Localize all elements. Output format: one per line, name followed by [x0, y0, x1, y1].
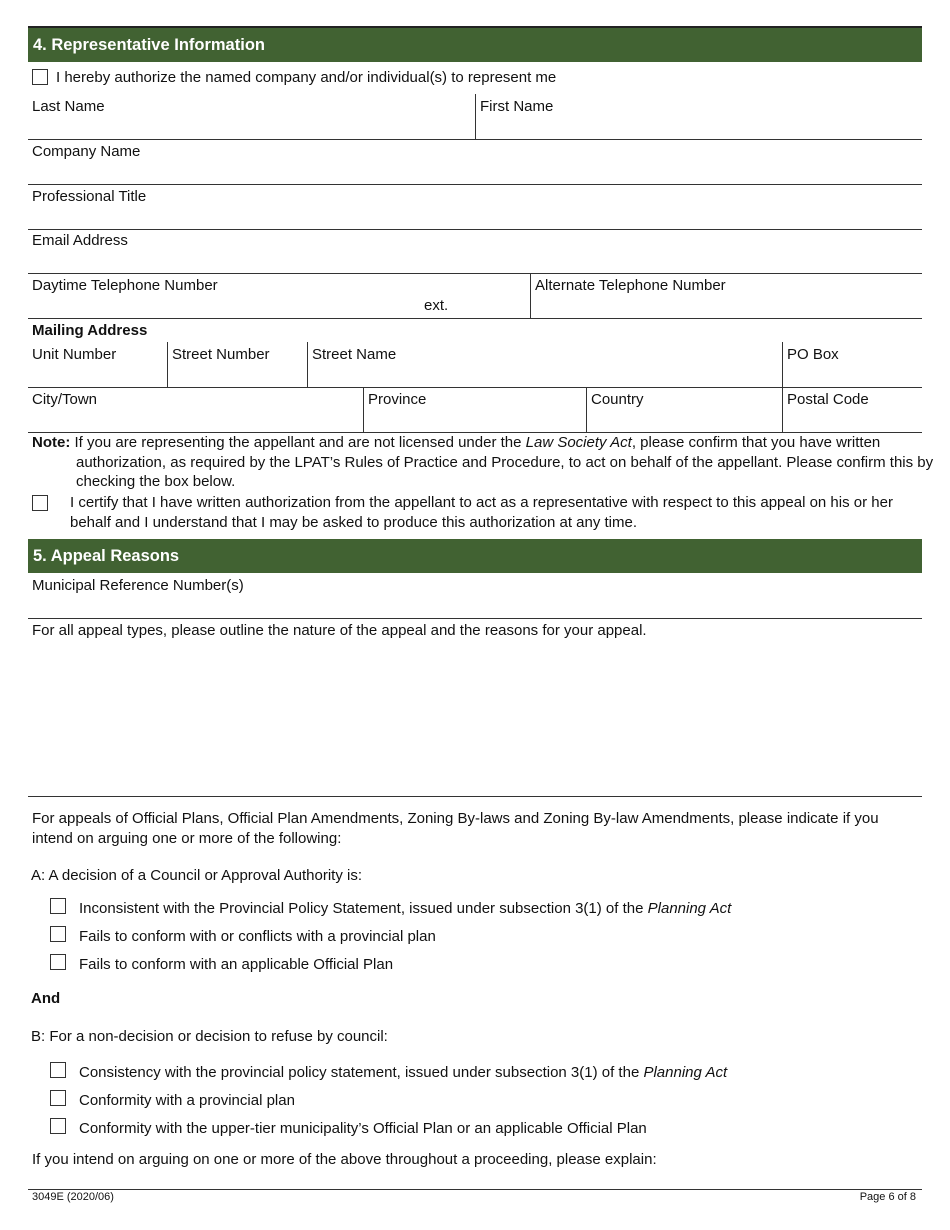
street-name-label: Street Name: [312, 346, 397, 363]
street-number-label: Street Number: [172, 346, 270, 363]
daytime-phone-label: Daytime Telephone Number: [32, 277, 218, 294]
municipal-ref-field[interactable]: [28, 596, 922, 618]
alt-phone-field[interactable]: [531, 295, 922, 317]
authorize-label: I hereby authorize the named company and/or individual(s) to represent me: [56, 69, 557, 86]
street-name-field[interactable]: [308, 364, 781, 386]
outline-label: For all appeal types, please outline the nature of the appeal and the reasons for your appeal.: [32, 622, 647, 639]
city-label: City/Town: [32, 391, 98, 408]
daytime-phone-field[interactable]: [28, 295, 418, 317]
ext-label: ext.: [424, 297, 449, 314]
professional-title-label: Professional Title: [32, 188, 147, 205]
company-name-label: Company Name: [32, 143, 141, 160]
postal-code-field[interactable]: [783, 409, 922, 431]
section-5-header: 5. Appeal Reasons: [28, 539, 922, 573]
a-option-3-label: Fails to conform with an applicable Official Plan: [79, 956, 394, 973]
divider: [28, 139, 922, 140]
last-name-label: Last Name: [32, 98, 105, 115]
note-text: If you are representing the appellant and are not licensed under the: [70, 434, 526, 451]
b-option-3-checkbox[interactable]: [50, 1118, 66, 1134]
certify-checkbox[interactable]: [32, 495, 48, 511]
divider: [28, 184, 922, 185]
b-option-1-text: Consistency with the provincial policy statement, issued under subsection 3(1) of the: [79, 1064, 644, 1081]
divider: [28, 318, 922, 319]
planning-act: Planning Act: [643, 1064, 728, 1081]
email-label: Email Address: [32, 232, 128, 249]
country-field[interactable]: [587, 409, 781, 431]
unit-number-field[interactable]: [28, 364, 166, 386]
law-society-act: Law Society Act: [525, 434, 632, 451]
email-field[interactable]: [28, 251, 922, 273]
representative-note: [32, 433, 950, 492]
unit-number-label: Unit Number: [32, 346, 117, 363]
first-name-field[interactable]: [476, 116, 922, 138]
b-option-2-label: Conformity with a provincial plan: [79, 1092, 295, 1109]
province-field[interactable]: [364, 409, 585, 431]
company-name-field[interactable]: [28, 161, 922, 183]
form-number: 3049E (2020/06): [32, 1191, 114, 1203]
divider: [28, 387, 922, 388]
postal-code-label: Postal Code: [787, 391, 869, 408]
b-option-3-label: Conformity with the upper-tier municipality’s Official Plan or an applicable Official Plan: [79, 1120, 647, 1137]
b-option-1-label: [79, 1064, 727, 1081]
first-name-label: First Name: [480, 98, 554, 115]
a-option-3-checkbox[interactable]: [50, 954, 66, 970]
planning-act: Planning Act: [647, 900, 732, 917]
and-label: And: [31, 990, 61, 1007]
official-plans-text: For appeals of Official Plans, Official Plan Amendments, Zoning By-laws and Zoning By-law Amendments, please indicate if you intend on arguing one or more of the following:: [32, 810, 879, 847]
divider: [28, 273, 922, 274]
po-box-field[interactable]: [783, 364, 922, 386]
appeal-reasons-textarea[interactable]: [28, 642, 922, 794]
section-b-heading: B: For a non-decision or decision to refuse by council:: [31, 1028, 388, 1045]
divider: [28, 796, 922, 797]
page-number: Page 6 of 8: [859, 1191, 916, 1203]
section-a-heading: A: A decision of a Council or Approval Authority is:: [31, 867, 363, 884]
section-4-header: 4. Representative Information: [28, 28, 922, 62]
b-option-1-checkbox[interactable]: [50, 1062, 66, 1078]
certify-label: I certify that I have written authorization from the appellant to act as a representative with respect to this appeal on his or her behalf and I understand that I may be asked to produce this authorization at any time.: [70, 494, 893, 531]
po-box-label: PO Box: [787, 346, 839, 363]
a-option-1-label: [79, 900, 731, 917]
mailing-address-heading: Mailing Address: [32, 322, 148, 339]
explain-textarea[interactable]: [28, 1170, 922, 1188]
a-option-1-checkbox[interactable]: [50, 898, 66, 914]
footer-rule: [28, 1189, 922, 1190]
a-option-2-label: Fails to conform with or conflicts with a provincial plan: [79, 928, 436, 945]
explain-label: If you intend on arguing on one or more of the above throughout a proceeding, please explain:: [32, 1151, 657, 1168]
note-label: Note:: [32, 434, 71, 451]
a-option-2-checkbox[interactable]: [50, 926, 66, 942]
divider: [28, 229, 922, 230]
city-field[interactable]: [28, 409, 362, 431]
b-option-2-checkbox[interactable]: [50, 1090, 66, 1106]
last-name-field[interactable]: [28, 116, 474, 138]
country-label: Country: [591, 391, 644, 408]
note-text: , please confirm that you have written authorization, as required by the LPAT’s Rules of Practice and Procedure, to act on behalf of the appellant. Please confirm this by checking the box below.: [76, 434, 934, 490]
ext-field[interactable]: [452, 295, 528, 317]
street-number-field[interactable]: [168, 364, 306, 386]
alt-phone-label: Alternate Telephone Number: [535, 277, 726, 294]
municipal-ref-label: Municipal Reference Number(s): [32, 577, 244, 594]
divider: [28, 618, 922, 619]
professional-title-field[interactable]: [28, 206, 922, 228]
province-label: Province: [368, 391, 427, 408]
a-option-1-text: Inconsistent with the Provincial Policy Statement, issued under subsection 3(1) of the: [79, 900, 648, 917]
authorize-checkbox[interactable]: [32, 69, 48, 85]
